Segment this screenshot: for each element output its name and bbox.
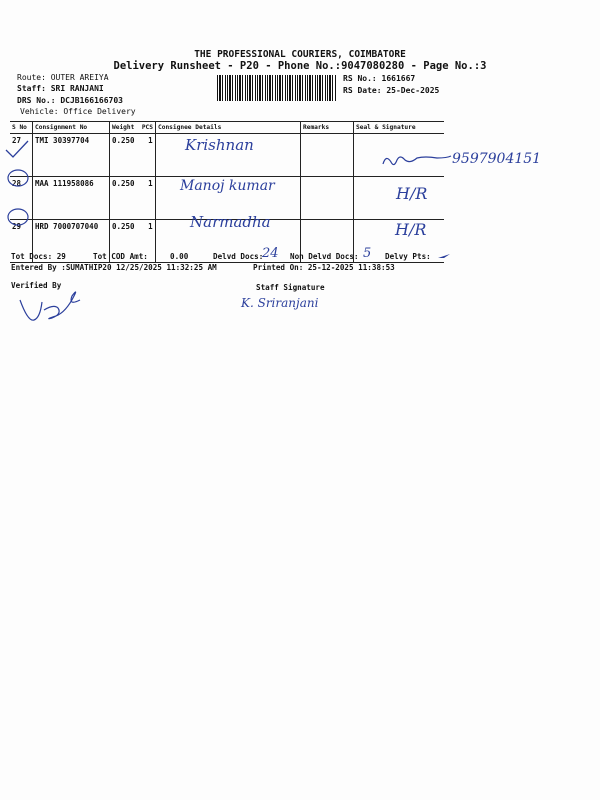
delvd-docs-hw: 24 [262, 246, 279, 261]
staff-signature-hw: K. Sriranjani [241, 296, 319, 310]
col-sno: S No [10, 122, 33, 134]
non-delvd-hw: 5 [363, 246, 372, 261]
non-delvd-label: Non Delvd Docs: [290, 252, 359, 261]
row-consignment: MAA 111958086 [33, 177, 110, 220]
row-sno: 28 [10, 177, 33, 220]
vehicle-label: Vehicle: Office Delivery [20, 107, 136, 116]
handwritten-hr: H/R [396, 184, 428, 203]
tot-cod-label: Tot COD Amt: [93, 252, 148, 261]
circle-mark-icon [8, 170, 28, 186]
verified-by-label: Verified By [11, 281, 62, 290]
entered-by: Entered By :SUMATHIP20 12/25/2025 11:32:25 AM [11, 263, 217, 272]
col-remarks: Remarks [301, 122, 354, 134]
handwritten-consignee: Manoj kumar [180, 178, 275, 194]
rs-date: RS Date: 25-Dec-2025 [343, 86, 440, 95]
col-seal-signature: Seal & Signature [354, 122, 445, 134]
tot-cod-value: 0.00 [170, 252, 189, 261]
staff-label: Staff: SRI RANJANI [17, 84, 104, 93]
check-mark-icon [6, 141, 28, 157]
row-weight-pcs: 0.250 1 [110, 134, 156, 177]
row-weight-pcs: 0.250 1 [110, 177, 156, 220]
seal-scribble-icon [383, 156, 451, 165]
rs-number: RS No.: 1661667 [343, 74, 416, 83]
printed-on: Printed On: 25-12-2025 11:38:53 [253, 263, 395, 272]
col-consignee: Consignee Details [156, 122, 301, 134]
company-title: THE PROFESSIONAL COURIERS, COIMBATORE [194, 49, 406, 60]
delvd-docs-label: Delvd Docs: [213, 252, 264, 261]
handwritten-phone: 9597904151 [452, 151, 542, 167]
row-sno: 27 [10, 134, 33, 177]
col-consignment: Consignment No [33, 122, 110, 134]
handwritten-hr: H/R [395, 220, 427, 239]
row-weight-pcs: 0.250 1 [110, 220, 156, 263]
staff-signature-label: Staff Signature [256, 283, 325, 292]
row-consignment: HRD 7000707040 [33, 220, 110, 263]
col-weight-pcs: Weight PCS [110, 122, 156, 134]
delvy-pts-label: Delvy Pts: [385, 252, 431, 261]
drs-label: DRS No.: DCJB166166703 [17, 96, 123, 105]
row-sno: 29 [10, 220, 33, 263]
circle-mark-icon [8, 209, 28, 225]
handwritten-consignee: Narmadha [190, 213, 271, 231]
tot-docs: Tot Docs: 29 [11, 252, 66, 261]
row-consignment: TMI 30397704 [33, 134, 110, 177]
runsheet-subtitle: Delivery Runsheet - P20 - Phone No.:9047080280 - Page No.:3 [113, 60, 487, 72]
handwritten-consignee: Krishnan [185, 136, 254, 154]
verified-signature-icon [20, 292, 80, 320]
delvy-pts-mark-icon [438, 254, 450, 258]
route-label: Route: OUTER AREIYA [17, 73, 109, 82]
